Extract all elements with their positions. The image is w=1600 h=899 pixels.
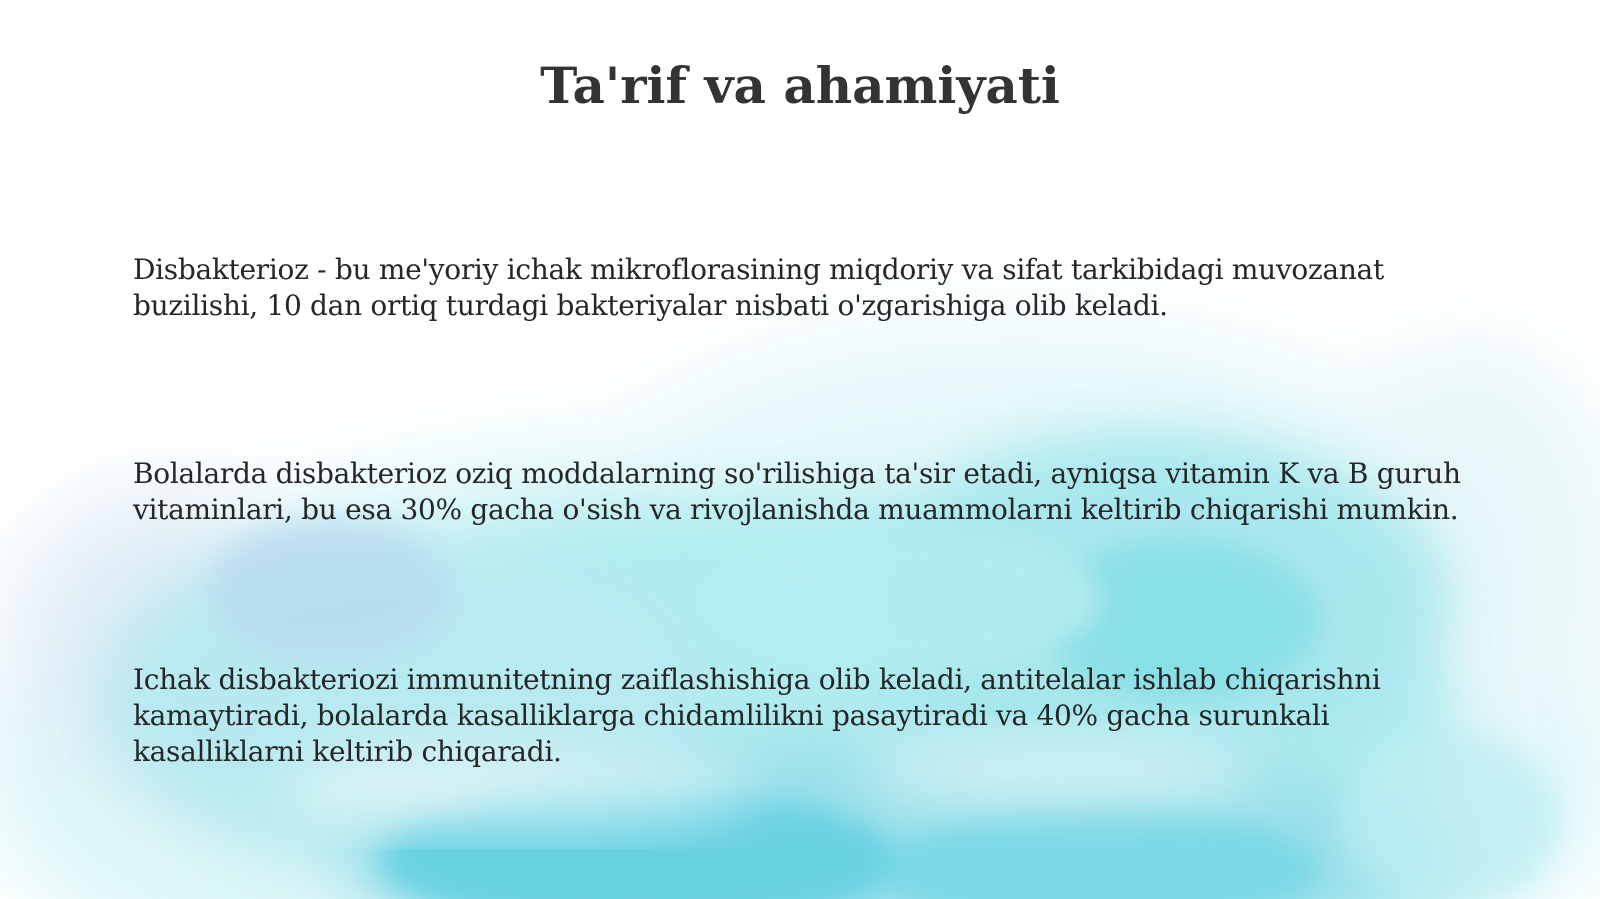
slide-title: Ta'rif va ahamiyati <box>540 56 1060 115</box>
paragraph-nutrient-absorption: Bolalarda disbakterioz oziq moddalarning so'rilishiga ta'sir etadi, ayniqsa vitamin K va B guruh vitaminlari, bu esa 30% gacha o'sish va rivojlanishda muammolarni keltirib chiqarishi mumkin. <box>133 457 1461 526</box>
paragraph-immunity: Ichak disbakteriozi immunitetning zaiflashishiga olib keladi, antitelalar ishlab chiqarishni kamaytiradi, bolalarda kasalliklarga chidamlilikni pasaytiradi va 40% gacha surunkali kasalliklarni keltirib chiqaradi. <box>133 663 1381 768</box>
paragraph-definition: Disbakterioz - bu me'yoriy ichak mikroflorasining miqdoriy va sifat tarkibidagi muvozanat buzilishi, 10 dan ortiq turdagi bakteriyalar nisbati o'zgarishiga olib keladi. <box>133 253 1384 322</box>
